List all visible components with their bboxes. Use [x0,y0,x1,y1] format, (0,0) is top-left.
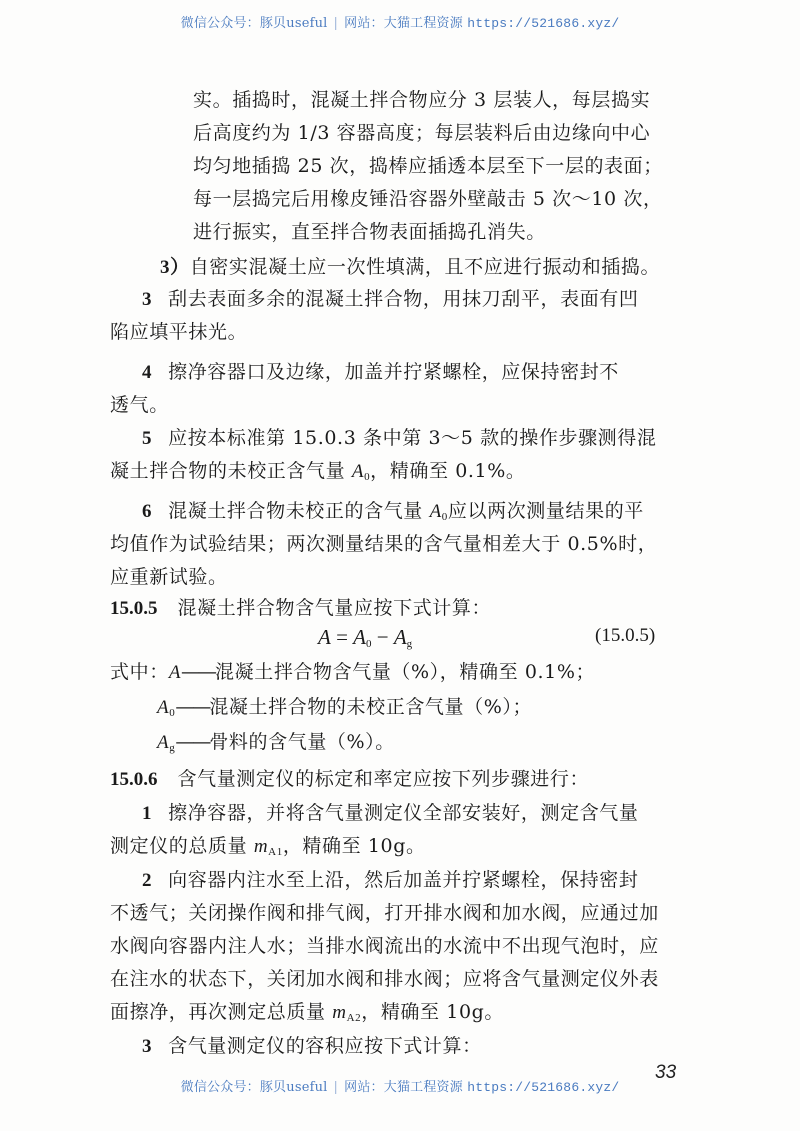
text-line: 均值作为试验结果；两次测量结果的含气量相差大于 0.5%时， [110,533,658,555]
page-number: 33 [655,1062,677,1083]
definition-text: 骨料的含气量（%）。 [209,731,395,753]
symbol: A [168,662,182,683]
text-line: 水阀向容器内注人水；当排水阀流出的水流中不出现气泡时，应 [110,935,659,957]
where-label: 式中： [110,661,169,683]
text-segment: 凝土拌合物的未校正含气量 [110,460,352,482]
text-segment: ，精确至 10g。 [361,1001,505,1023]
equation [318,625,412,649]
watermark-separator: | [333,1080,339,1095]
symbol: m [253,836,269,857]
text-segment: 混凝土拌合物未校正的含气量 [168,500,430,522]
clause-number: 15.0.6 [110,769,158,790]
watermark-url: https://521686.xyz/ [467,16,620,31]
watermark-site: 网站：大猫工程资源 [344,16,463,31]
text-line: 后高度约为 1/3 容器高度；每层装料后由边缘向中心 [193,122,651,144]
subscript: g [169,742,176,754]
item-number: 3 [142,1036,153,1057]
symbol: A [157,732,170,753]
text-line: 刮去表面多余的混凝土拌合物，用抹刀刮平，表面有凹 [168,288,639,310]
symbol: m [332,1002,347,1023]
text-line: 陷应填平抹光。 [110,321,248,343]
watermark-wechat: 微信公众号：豚贝useful [180,16,328,31]
watermark-site: 网站：大猫工程资源 [344,1080,463,1095]
watermark-wechat: 微信公众号：豚贝useful [180,1080,328,1095]
text-line: 擦净容器口及边缘，加盖并拧紧螺栓，应保持密封不 [168,361,619,383]
clause-text: 含气量测定仪的标定和率定应按下列步骤进行： [177,768,590,790]
eq-equals: = [336,625,348,649]
eq-lhs: A [318,625,331,649]
watermark-top [0,12,800,31]
text-line: 应重新试验。 [110,566,228,588]
sub-item-marker: 3） [160,257,190,278]
eq-minus: − [376,625,389,649]
text-segment: 应以两次测量结果的平 [447,500,644,522]
item-number: 3 [142,289,153,310]
text-line: 擦净容器，并将含气量测定仪全部安装好，测定含气量 [168,802,639,824]
text-line: 在注水的状态下，关闭加水阀和排水阀；应将含气量测定仪外表 [110,968,659,990]
clause-text: 混凝土拌合物含气量应按下式计算： [177,597,492,619]
subscript: 0 [169,707,176,719]
eq-term2: A [393,625,407,649]
symbol: A [157,697,170,718]
text-line: 应按本标准第 15.0.3 条中第 3～5 款的操作步骤测得混 [168,427,657,449]
text-line: 不透气；关闭操作阀和排气阀，打开排水阀和加水阀，应通过加 [110,902,659,924]
dash: —— [181,661,216,683]
equation-number: (15.0.5) [595,625,656,646]
text-segment: 测定仪的总质量 [110,835,254,857]
item-number: 2 [142,870,153,891]
item-number: 6 [142,501,153,522]
watermark-separator: | [333,16,339,31]
dash: —— [175,731,210,753]
text-segment: ，精确至 0.1%。 [370,460,526,482]
text-segment: 面擦净，再次测定总质量 [110,1001,333,1023]
subscript: g [406,638,413,650]
symbol: A [351,461,365,482]
subscript: 0 [366,638,372,650]
text-line: 进行振实，直至拌合物表面插捣孔消失。 [193,221,546,243]
item-number: 4 [142,362,153,383]
text-line: 均匀地插捣 25 次，捣棒应插透本层至下一层的表面； [193,155,663,177]
watermark-url: https://521686.xyz/ [467,1080,620,1095]
watermark-bottom [0,1076,800,1095]
subscript: 0 [364,471,371,483]
sub-item-text: 自密实混凝土应一次性填满，且不应进行振动和插捣。 [189,256,661,278]
symbol: A [429,501,442,522]
text-line: 实。插捣时，混凝土拌合物应分 3 层装人，每层捣实 [193,89,651,111]
definition-text: 混凝土拌合物的未校正含气量（%）； [209,696,533,718]
eq-term1: A [353,625,366,649]
text-line: 每一层捣完后用橡皮锤沿容器外壁敲击 5 次～10 次， [193,188,663,210]
dash: —— [175,696,210,718]
subscript: A2 [346,1012,362,1024]
clause-number: 15.0.5 [110,598,158,619]
definition-text: 混凝土拌合物含气量（%），精确至 0.1%； [215,661,596,683]
text-line: 向容器内注水至上沿，然后加盖并拧紧螺栓，保持密封 [168,869,639,891]
text-line: 含气量测定仪的容积应按下式计算： [168,1035,482,1057]
subscript: 0 [441,511,448,523]
subscript: A1 [268,846,283,858]
item-number: 1 [142,803,153,824]
text-line: 透气。 [110,394,169,416]
text-segment: ，精确至 10g。 [282,835,426,857]
sub-item-3 [160,255,660,280]
item-number: 5 [142,428,153,449]
